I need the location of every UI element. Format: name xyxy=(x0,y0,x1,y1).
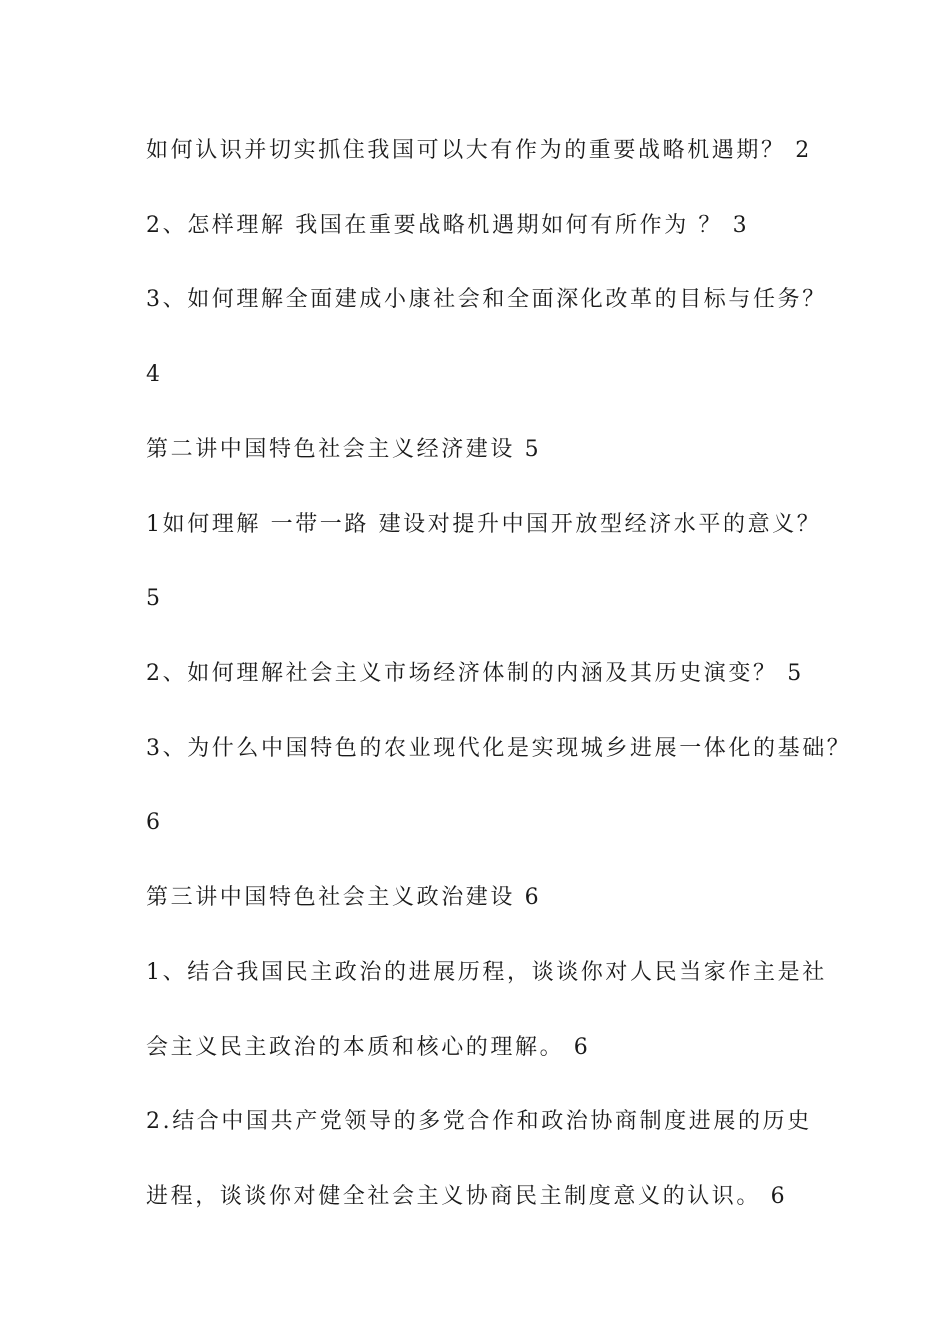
toc-line: 进程，谈谈你对健全社会主义协商民主制度意义的认识。 6 xyxy=(146,1184,788,1209)
toc-line: 2、如何理解社会主义市场经济体制的内涵及其历史演变？ 5 xyxy=(146,661,804,686)
toc-line: 4 xyxy=(146,362,163,387)
toc-line: 1、结合我国民主政治的进展历程，谈谈你对人民当家作主是社 xyxy=(146,960,827,985)
toc-line: 1如何理解 一带一路 建设对提升中国开放型经济水平的意义？ xyxy=(146,512,822,537)
toc-line: 3、为什么中国特色的农业现代化是实现城乡进展一体化的基础？ xyxy=(146,736,852,761)
toc-line: 2、怎样理解 我国在重要战略机遇期如何有所作为 ？ 3 xyxy=(146,213,750,238)
toc-line: 第二讲中国特色社会主义经济建设 5 xyxy=(146,437,542,462)
toc-line: 会主义民主政治的本质和核心的理解。 6 xyxy=(146,1035,591,1060)
toc-line: 2.结合中国共产党领导的多党合作和政治协商制度进展的历史 xyxy=(146,1109,812,1134)
toc-line: 5 xyxy=(146,586,163,611)
toc-line: 如何认识并切实抓住我国可以大有作为的重要战略机遇期？ 2 xyxy=(146,138,812,163)
toc-line: 第三讲中国特色社会主义政治建设 6 xyxy=(146,885,542,910)
toc-line: 3、如何理解全面建成小康社会和全面深化改革的目标与任务？ xyxy=(146,287,827,312)
toc-line: 6 xyxy=(146,810,163,835)
